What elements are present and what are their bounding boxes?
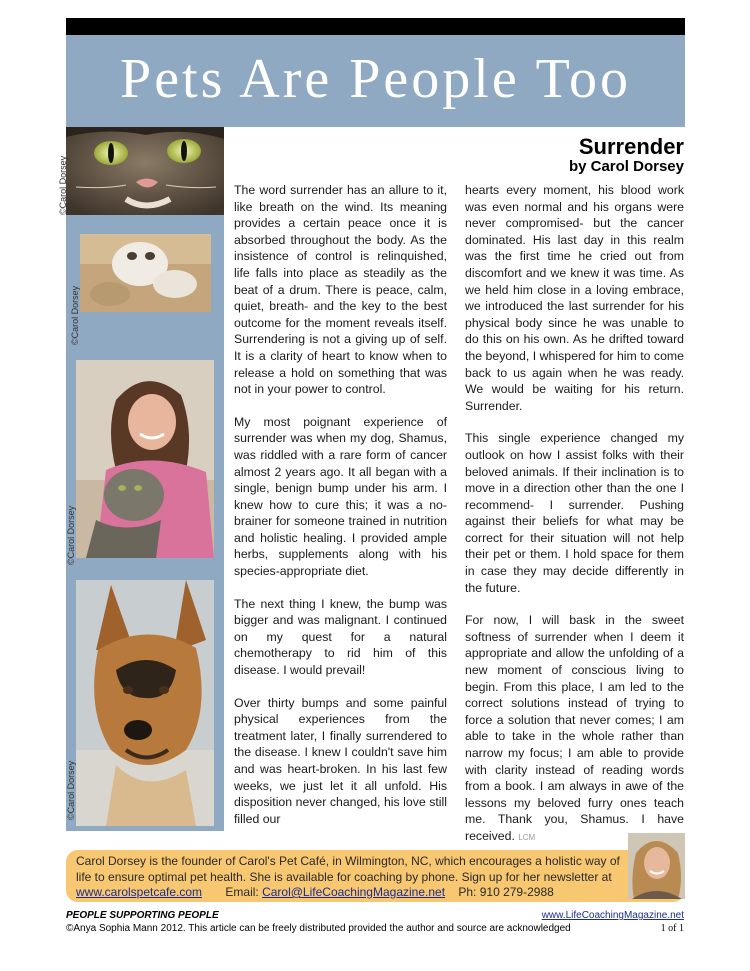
dog-photo <box>76 580 214 826</box>
paragraph: My most poignant experience of surrender was when my dog, Shamus, was riddled with a rare form of cancer almost 2 years ago. It all began with a single, benign bump under his arm. I knew how to cure this; it was a no-brainer for someone trained in nutrition and holistic healing. I provided ample herbs, supplements along with his species-appropriate diet. <box>234 414 447 579</box>
top-black-bar <box>66 18 685 35</box>
footer-tagline: PEOPLE SUPPORTING PEOPLE <box>66 910 219 921</box>
author-bio-box <box>66 850 685 902</box>
article-column-2 <box>465 182 684 847</box>
bio-line-1: Carol Dorsey is the founder of Carol's Pet Café, in Wilmington, NC, which encourages a holistic way of <box>76 854 620 868</box>
paragraph: The word surrender has an allure to it, like breath on the wind. Its meaning provides a certain peace once it is absorbed throughout the body. As the insistence of control is relinquished, life falls into place as steadily as the beat of a drum. There is peace, calm, quiet, breath- and the key to the best outcome for the moment reveals itself. Surrendering is not a giving up of self. It is a clarity of heart to know when to release a hold on something that was not in your power to control. <box>234 183 447 397</box>
paragraph: Over thirty bumps and some painful physical experiences from the treatment later, I finally surrendered to the disease. I knew I couldn't save him and was heart-broken. In his last few weeks, we just let it all unfold. His disposition never changed, his love still filled our <box>234 695 447 826</box>
header-banner <box>66 35 685 127</box>
woman-with-cat-photo <box>76 360 214 558</box>
article-byline: by Carol Dorsey <box>568 158 684 175</box>
paragraph-text: For now, I will bask in the sweet softness of surrender when I deem it appropriate and allow the unfolding of a new moment of conscious living to begin. From this place, I am led to the correct solutions instead of trying to force a solution that never comes; I am able to take in the whole rather than narrow my focus; I am able to provide with clarity instead of reading words from a book. I am always in awe of the lessons my beloved furry ones teach me. Thank you, Shamus. I have received. <box>465 613 684 843</box>
footer-copyright: ©Anya Sophia Mann 2012. This article can be freely distributed provided the author and source are acknowledged <box>66 923 571 934</box>
email-label: Email: <box>225 885 259 899</box>
paragraph <box>465 612 684 846</box>
website-link[interactable]: www.carolspetcafe.com <box>76 885 203 899</box>
author-bio-text <box>76 854 636 901</box>
email-link[interactable]: Carol@LifeCoachingMagazine.net <box>262 885 446 899</box>
photo-credit-4: ©Carol Dorsey <box>66 760 76 820</box>
article-title: Surrender <box>578 134 684 159</box>
phone-number: Ph: 910 279-2988 <box>458 885 554 899</box>
cat-face-photo <box>66 127 224 215</box>
photo-credit-3: ©Carol Dorsey <box>66 505 76 565</box>
paragraph: The next thing I knew, the bump was bigger and was malignant. I continued on my quest for a natural chemotherapy to rid him of this disease. I would prevail! <box>234 596 447 678</box>
end-mark: LCM <box>518 832 536 842</box>
paragraph: hearts every moment, his blood work was even normal and his organs were never compromised- but the cancer dominated. His last day in this realm was the first time he cried out from discomfort and we knew it was time. As we held him close in a loving embrace, we introduced the last surrender for his physical body since he was unable to do this on his own. As he drifted toward the beyond, I whispered for him to come back to us again when he was ready. We would be waiting for his return. Surrender. <box>465 183 684 413</box>
photo-credit-2: ©Carol Dorsey <box>70 285 80 345</box>
photo-credit-1: ©Carol Dorsey <box>58 155 68 215</box>
article-column-1 <box>234 182 447 827</box>
page-number: 1 of 1 <box>660 923 684 934</box>
kitten-photo <box>80 234 211 312</box>
footer-website-link[interactable]: www.LifeCoachingMagazine.net <box>541 910 684 921</box>
author-photo <box>628 833 685 899</box>
bio-contact-line <box>76 885 636 901</box>
paragraph: This single experience changed my outlook on how I assist folks with their beloved animals. If their inclination is to move in a direction other than the one I recommend- I surrender. Pushing against their beliefs for what may be correct for their situation will not help their pet or them. I hold space for them in case they may decide differently in the future. <box>465 431 684 595</box>
bio-line-2: life to ensure optimal pet health. She is available for coaching by phone. Sign up for her newsletter at <box>76 869 612 884</box>
page-title: Pets Are People Too <box>120 48 631 110</box>
